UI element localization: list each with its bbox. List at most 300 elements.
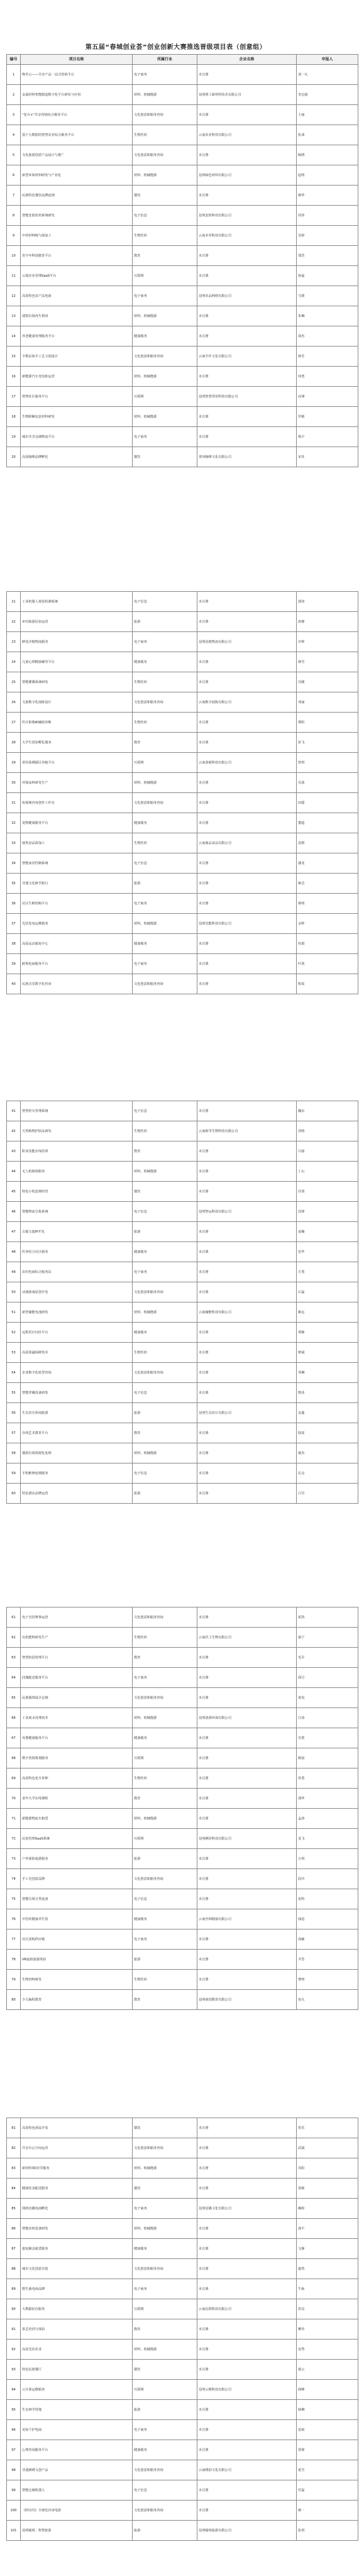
table-row (7, 2440, 358, 2460)
cell-project-name: 基于大数据的智慧农业综合服务平台 (21, 125, 133, 145)
cell-industry: 文化创意和服务咨询 (133, 2460, 197, 2480)
table-row (7, 266, 358, 286)
cell-industry: 健康服务 (133, 1242, 197, 1262)
cell-applicant: 白雪 (297, 1484, 358, 1504)
cell-enterprise: 未注册 (197, 672, 297, 692)
cell-project-name: 古镇文旅IP开发 (21, 1222, 133, 1242)
cell-enterprise: 未注册 (197, 1242, 297, 1262)
cell-applicant: 蔡明 (297, 894, 358, 914)
cell-applicant: 武斌 (297, 2138, 358, 2158)
cell-number: 50 (7, 1282, 21, 1302)
cell-applicant: 郝杰 (297, 1443, 358, 1463)
cell-applicant: 贾睿 (297, 2440, 358, 2460)
table-row (7, 1282, 358, 1302)
cell-enterprise: 未注册 (197, 1809, 297, 1829)
table-row (7, 306, 358, 326)
cell-number: 63 (7, 1648, 21, 1668)
cell-number: 6 (7, 165, 21, 186)
cell-applicant: 丁山 (297, 1162, 358, 1182)
cell-applicant: 周伟 (297, 206, 358, 226)
cell-enterprise: 未注册 (197, 1950, 297, 1970)
cell-number: 5 (7, 145, 21, 165)
table-row (7, 2521, 358, 2541)
cell-applicant: 邹琳 (297, 1363, 358, 1383)
cell-industry: 材料、机械能源 (133, 367, 197, 387)
cell-enterprise: 未注册 (197, 145, 297, 165)
cell-industry: 教育 (133, 2319, 197, 2340)
cell-project-name: 工业机器人视觉检测系统 (21, 592, 133, 612)
cell-enterprise: 云南沃土生物有限公司 (197, 1628, 297, 1648)
cell-applicant: 彭飞 (297, 733, 358, 753)
cell-applicant: 曹阳 (297, 713, 358, 733)
cell-applicant: 洪亮 (297, 2299, 358, 2319)
cell-enterprise: 未注册 (197, 1423, 297, 1443)
table-row (7, 2360, 358, 2380)
cell-enterprise: 云南茶链科技有限公司 (197, 753, 297, 773)
table-row (7, 145, 358, 165)
cell-project-name: “花卉+”共享营销综合服务平台 (21, 105, 133, 125)
cell-enterprise: 昆明光能科技有限公司 (197, 914, 297, 934)
cell-enterprise: 未注册 (197, 2259, 297, 2279)
cell-project-name: 母婴健康服务平台 (21, 1728, 133, 1748)
cell-enterprise: 未注册 (197, 1323, 297, 1343)
cell-project-name: 民宿管理SaaS系统 (21, 1829, 133, 1849)
cell-number: 39 (7, 954, 21, 974)
cell-number: 57 (7, 1423, 21, 1443)
header-enterprise: 企业名称 (197, 55, 297, 65)
cell-industry: 生物医药 (133, 1970, 197, 1990)
table-row (7, 246, 358, 266)
cell-industry: 材料、机械能源 (133, 1708, 197, 1728)
table-row (7, 1383, 358, 1403)
cell-project-name: 昆明秘境 · 智慧旅游 (21, 2521, 133, 2541)
cell-enterprise: 昆明理工新材料技术有限公司 (197, 85, 297, 105)
cell-industry: 互联网 (133, 753, 197, 773)
cell-enterprise: 未注册 (197, 407, 297, 427)
table-row (7, 2199, 358, 2219)
cell-project-name: 动漫游戏原创开发 (21, 1282, 133, 1302)
header-project-name: 项目名称 (21, 55, 133, 65)
cell-enterprise: 未注册 (197, 1929, 297, 1950)
cell-industry: 文化创意和服务咨询 (133, 105, 197, 125)
cell-project-name: 少儿编程教育 (21, 1990, 133, 2010)
cell-number: 19 (7, 427, 21, 447)
cell-applicant: 安然 (297, 2340, 358, 2360)
table-block-3 (6, 1101, 358, 1504)
cell-project-name: 青少年科创教育平台 (21, 246, 133, 266)
cell-number: 28 (7, 733, 21, 753)
cell-industry: 教育 (133, 1990, 197, 2010)
cell-number: 46 (7, 1202, 21, 1222)
cell-applicant: 冯刚 (297, 672, 358, 692)
cell-industry: 材料、机械能源 (133, 407, 197, 427)
table-row (7, 853, 358, 874)
cell-industry: 电子商务 (133, 2199, 197, 2219)
cell-project-name: 中药材种植与深加工 (21, 226, 133, 246)
table-row (7, 672, 358, 692)
table-row (7, 1970, 358, 1990)
cell-industry: 文化创意和服务咨询 (133, 1869, 197, 1889)
cell-industry: 材料、机械能源 (133, 2219, 197, 2239)
cell-number: 16 (7, 367, 21, 387)
cell-project-name: 医养结合社区服务 (21, 1242, 133, 1262)
cell-enterprise: 未注册 (197, 954, 297, 974)
cell-enterprise: 未注册 (197, 2158, 297, 2179)
cell-number: 26 (7, 692, 21, 713)
cell-industry: 电子商务 (133, 894, 197, 914)
cell-enterprise: 未注册 (197, 1970, 297, 1990)
cell-project-name: 企业数字化转型咨询 (21, 1363, 133, 1383)
project-table-continued (6, 591, 358, 994)
cell-industry: 材料、机械能源 (133, 2340, 197, 2360)
cell-applicant: 张成 (297, 125, 358, 145)
cell-project-name: 建筑垃圾再生利用 (21, 306, 133, 326)
cell-project-name: 野生菌电商品牌 (21, 2279, 133, 2299)
cell-project-name: 老年大学在线课程 (21, 1789, 133, 1809)
cell-project-name: 民族特色餐饮品牌连锁 (21, 186, 133, 206)
cell-number: 101 (7, 2521, 21, 2541)
table-row (7, 954, 358, 974)
table-row (7, 2259, 358, 2279)
cell-number: 29 (7, 753, 21, 773)
cell-project-name: 普洱茶溯源区块链平台 (21, 753, 133, 773)
cell-number: 59 (7, 1463, 21, 1484)
cell-enterprise: 昆明绿色材料有限公司 (197, 165, 297, 186)
cell-industry: 健康服务 (133, 326, 197, 347)
table-row (7, 2299, 358, 2319)
cell-industry: 电子信息 (133, 1383, 197, 1403)
cell-industry: 电子商务 (133, 2420, 197, 2440)
cell-project-name: 职业技能在线培训 (21, 1141, 133, 1162)
cell-industry: 旅游 (133, 1484, 197, 1504)
table-row (7, 1789, 358, 1809)
cell-number: 77 (7, 1929, 21, 1950)
cell-enterprise: 未注册 (197, 1789, 297, 1809)
cell-applicant: 潘龙 (297, 853, 358, 874)
cell-project-name: 新型储能电池研发 (21, 1302, 133, 1323)
cell-industry: 教育 (133, 733, 197, 753)
table-row (7, 1484, 358, 1504)
cell-applicant: 阎峰 (297, 2380, 358, 2400)
cell-enterprise: 未注册 (197, 793, 297, 813)
cell-project-name: 非遗刺绣文创产品 (21, 2460, 133, 2480)
cell-applicant: 顾晨 (297, 1748, 358, 1768)
cell-applicant: 毛军 (297, 1648, 358, 1668)
cell-applicant: 邱月 (297, 1668, 358, 1688)
cell-number: 94 (7, 2380, 21, 2400)
cell-enterprise: 普洱咖啡文化有限公司 (197, 447, 297, 467)
cell-enterprise: 云南储能科技有限公司 (197, 1302, 297, 1323)
cell-number: 55 (7, 1383, 21, 1403)
cell-applicant: 熊伟 (297, 1383, 358, 1403)
table-row (7, 1343, 358, 1363)
cell-applicant: 段玲 (297, 1869, 358, 1889)
cell-industry: 互联网 (133, 2380, 197, 2400)
table-block-4 (6, 1607, 358, 2010)
cell-project-name: 电子竞技赛事运营 (21, 1607, 133, 1628)
cell-applicant: 牛犇 (297, 2279, 358, 2299)
cell-enterprise: 未注册 (197, 246, 297, 266)
cell-enterprise: 未注册 (197, 1849, 297, 1869)
cell-number: 64 (7, 1668, 21, 1688)
cell-applicant: 林芳 (297, 347, 358, 367)
cell-project-name: 农村电商综合服务站 (21, 1262, 133, 1282)
cell-project-name: 智能家居控制系统 (21, 853, 133, 874)
cell-industry: 文化创意和服务咨询 (133, 1607, 197, 1628)
cell-applicant: 江涛 (297, 1708, 358, 1728)
cell-project-name: 高原咖啡品牌孵化 (21, 447, 133, 467)
cell-number: 69 (7, 1768, 21, 1789)
table-row (7, 1909, 358, 1929)
cell-number: 35 (7, 874, 21, 894)
cell-applicant: 文静 (297, 2239, 358, 2259)
cell-industry: 健康服务 (133, 934, 197, 954)
cell-applicant: 万琪 (297, 1849, 358, 1869)
table-row (7, 1648, 358, 1668)
cell-project-name: 美妆个护电商 (21, 2420, 133, 2440)
cell-applicant: 韩雪 (297, 652, 358, 672)
cell-number: 41 (7, 1101, 21, 1121)
table-row (7, 773, 358, 793)
cell-applicant: 沈锋 (297, 1202, 358, 1222)
cell-project-name: 同城配送服务平台 (21, 1668, 133, 1688)
cell-enterprise: 未注册 (197, 2118, 297, 2138)
cell-applicant: 薛琳 (297, 2400, 358, 2420)
cell-project-name: 生物降解包装材料研发 (21, 407, 133, 427)
cell-number: 67 (7, 1728, 21, 1748)
cell-enterprise: 未注册 (197, 1688, 297, 1708)
cell-number: 84 (7, 2179, 21, 2199)
header-industry: 所属行业 (133, 55, 197, 65)
cell-project-name: 餐厨垃圾资源化处理 (21, 1443, 133, 1463)
cell-industry: 餐饮 (133, 2118, 197, 2138)
table-row (7, 407, 358, 427)
table-row (7, 1990, 358, 2010)
table-row (7, 1929, 358, 1950)
cell-number: 38 (7, 934, 21, 954)
cell-applicant: 聂云 (297, 2360, 358, 2380)
cell-project-name: 特色民族餐厅 (21, 2360, 133, 2380)
cell-industry: 生物医药 (133, 1768, 197, 1789)
table-row (7, 1869, 358, 1889)
cell-applicant: 方勇 (297, 1262, 358, 1282)
cell-enterprise: 未注册 (197, 1162, 297, 1182)
cell-industry: 材料、机械能源 (133, 1162, 197, 1182)
cell-applicant: 王丽 (297, 105, 358, 125)
cell-industry: 文化创意和服务咨询 (133, 2138, 197, 2158)
page-title: 第五届“春城创业荟”创业创新大赛推选晋级项目表（创意组） (85, 44, 267, 51)
header-applicant: 申报人 (297, 55, 358, 65)
cell-project-name: 高原光伏农业 (21, 2340, 133, 2360)
table-row (7, 1363, 358, 1383)
cell-project-name: 菌类食品深加工 (21, 833, 133, 853)
cell-number: 31 (7, 793, 21, 813)
cell-applicant: 秦岚 (297, 1688, 358, 1708)
cell-industry: 互联网 (133, 2299, 197, 2319)
cell-enterprise: 未注册 (197, 1363, 297, 1383)
cell-applicant: 姚远 (297, 1302, 358, 1323)
cell-number: 72 (7, 1829, 21, 1849)
cell-applicant: 朱琳 (297, 306, 358, 326)
cell-project-name: 社区团购供应链 (21, 1929, 133, 1950)
cell-enterprise: 未注册 (197, 612, 297, 632)
cell-number: 8 (7, 206, 21, 226)
cell-project-name: 《阿诗玛》全球化内容电影 (21, 2501, 133, 2521)
cell-industry: 文化创意和服务咨询 (133, 1688, 197, 1708)
cell-project-name: 智能物流分拣系统 (21, 1202, 133, 1222)
cell-applicant: 张琪 (297, 2521, 358, 2541)
cell-enterprise: 未注册 (197, 1648, 297, 1668)
table-row (7, 1688, 358, 1708)
cell-project-name: 社区生鲜团购平台 (21, 894, 133, 914)
cell-applicant: 吕强 (297, 1141, 358, 1162)
cell-number: 87 (7, 2239, 21, 2259)
cell-number: 93 (7, 2360, 21, 2380)
cell-enterprise: 未注册 (197, 367, 297, 387)
table-row (7, 1463, 358, 1484)
cell-number: 44 (7, 1162, 21, 1182)
cell-project-name: 无人机植保服务 (21, 1162, 133, 1182)
cell-number: 36 (7, 894, 21, 914)
project-table (6, 54, 358, 467)
cell-number: 62 (7, 1628, 21, 1648)
table-row (7, 934, 358, 954)
table-row (7, 347, 358, 367)
cell-number: 52 (7, 1323, 21, 1343)
cell-number: 65 (7, 1688, 21, 1708)
cell-enterprise: 未注册 (197, 1889, 297, 1909)
cell-number: 2 (7, 85, 21, 105)
table-row (7, 2420, 358, 2440)
cell-applicant: 廖斌 (297, 1343, 358, 1363)
cell-number: 98 (7, 2460, 21, 2480)
cell-enterprise: 未注册 (197, 773, 297, 793)
table-row (7, 1101, 358, 1121)
cell-project-name: 鲜花冷链物流服务 (21, 632, 133, 652)
cell-industry: 旅游 (133, 874, 197, 894)
cell-enterprise: 昆明智运科技有限公司 (197, 1202, 297, 1222)
cell-number: 22 (7, 612, 21, 632)
cell-project-name: 特色小吃连锁经营 (21, 1182, 133, 1202)
cell-applicant: 梁宇 (297, 427, 358, 447)
cell-enterprise: 未注册 (197, 2480, 297, 2501)
cell-project-name: 智慧社区服务平台 (21, 387, 133, 407)
cell-project-name: 民族服饰设计定制 (21, 1688, 133, 1708)
cell-project-name: 茶艺培训与体验 (21, 2319, 133, 2340)
cell-enterprise: 未注册 (197, 592, 297, 612)
cell-project-name: VR虚拟旅游体验 (21, 1950, 133, 1970)
cell-number: 58 (7, 1443, 21, 1463)
cell-number: 18 (7, 407, 21, 427)
cell-applicant: 马骏 (297, 286, 358, 306)
cell-number: 100 (7, 2501, 21, 2521)
cell-project-name: 天然植物护肤品研发 (21, 1121, 133, 1141)
cell-number: 92 (7, 2340, 21, 2360)
table-row (7, 65, 358, 85)
cell-applicant: 郭涛 (297, 592, 358, 612)
cell-project-name: 民族音乐数字化传承 (21, 974, 133, 994)
cell-enterprise: 未注册 (197, 186, 297, 206)
cell-industry: 电子商务 (133, 1668, 197, 1688)
cell-number: 23 (7, 632, 21, 652)
table-row (7, 2319, 358, 2340)
cell-enterprise: 未注册 (197, 427, 297, 447)
table-row (7, 165, 358, 186)
table-row (7, 1403, 358, 1423)
cell-enterprise: 昆明星播文化有限公司 (197, 2199, 297, 2219)
cell-industry: 餐饮 (133, 2360, 197, 2380)
cell-project-name: 共享办公空间运营 (21, 2138, 133, 2158)
cell-enterprise: 未注册 (197, 105, 297, 125)
table-row (7, 206, 358, 226)
cell-applicant: 赖婷 (297, 2199, 358, 2219)
cell-number: 56 (7, 1403, 21, 1423)
cell-number: 86 (7, 2219, 21, 2239)
table-row (7, 1121, 358, 1141)
table-row (7, 2340, 358, 2360)
cell-project-name: 云端企业管理SaaS平台 (21, 266, 133, 286)
cell-number: 96 (7, 2420, 21, 2440)
cell-project-name: 智能农机装备研发 (21, 2219, 133, 2239)
cell-project-name: 养老健康管理服务平台 (21, 326, 133, 347)
cell-enterprise: 未注册 (197, 2440, 297, 2460)
cell-project-name: 健康饮食配送服务 (21, 2179, 133, 2199)
cell-industry: 教育 (133, 1141, 197, 1162)
cell-industry: 健康服务 (133, 2440, 197, 2460)
cell-industry: 电子信息 (133, 1889, 197, 1909)
cell-industry: 生物医药 (133, 1628, 197, 1648)
cell-industry: 餐饮 (133, 186, 197, 206)
table-row (7, 2179, 358, 2199)
cell-applicant: 唐静 (297, 612, 358, 632)
cell-industry: 电子商务 (133, 632, 197, 652)
cell-project-name: 户外探险旅游服务 (21, 1849, 133, 1869)
cell-industry: 生物医药 (133, 713, 197, 733)
cell-industry: 材料、机械能源 (133, 85, 197, 105)
table-row (7, 592, 358, 612)
cell-enterprise: 未注册 (197, 2138, 297, 2158)
cell-industry: 电子信息 (133, 206, 197, 226)
cell-industry: 教育 (133, 1648, 197, 1668)
cell-enterprise: 未注册 (197, 1383, 297, 1403)
cell-project-name: 高原特色农产品电商 (21, 286, 133, 306)
cell-enterprise: 昆明农品网络有限公司 (197, 286, 297, 306)
header-number: 编号 (7, 55, 21, 65)
cell-industry: 互联网 (133, 1829, 197, 1849)
cell-industry: 健康服务 (133, 652, 197, 672)
table-row (7, 286, 358, 306)
cell-enterprise: 云南杏林健康有限公司 (197, 1909, 297, 1929)
cell-number: 76 (7, 1909, 21, 1929)
cell-industry: 餐饮 (133, 1182, 197, 1202)
cell-industry: 文化创意和服务咨询 (133, 974, 197, 994)
cell-industry: 文化创意和服务咨询 (133, 2501, 197, 2521)
cell-applicant: 高翔 (297, 387, 358, 407)
cell-number: 60 (7, 1484, 21, 1504)
cell-industry: 旅游 (133, 612, 197, 632)
cell-applicant: 郑浩 (297, 246, 358, 266)
cell-number: 11 (7, 266, 21, 286)
cell-enterprise: 未注册 (197, 1343, 297, 1363)
cell-industry: 文化创意和服务咨询 (133, 692, 197, 713)
cell-industry: 生物医药 (133, 125, 197, 145)
cell-enterprise: 未注册 (197, 2340, 297, 2360)
table-row (7, 447, 358, 467)
cell-project-name: 生态农庄休闲旅游 (21, 1403, 133, 1423)
cell-industry: 生物医药 (133, 1343, 197, 1363)
cell-project-name: 网络直播电商孵化 (21, 2199, 133, 2219)
cell-number: 48 (7, 1242, 21, 1262)
